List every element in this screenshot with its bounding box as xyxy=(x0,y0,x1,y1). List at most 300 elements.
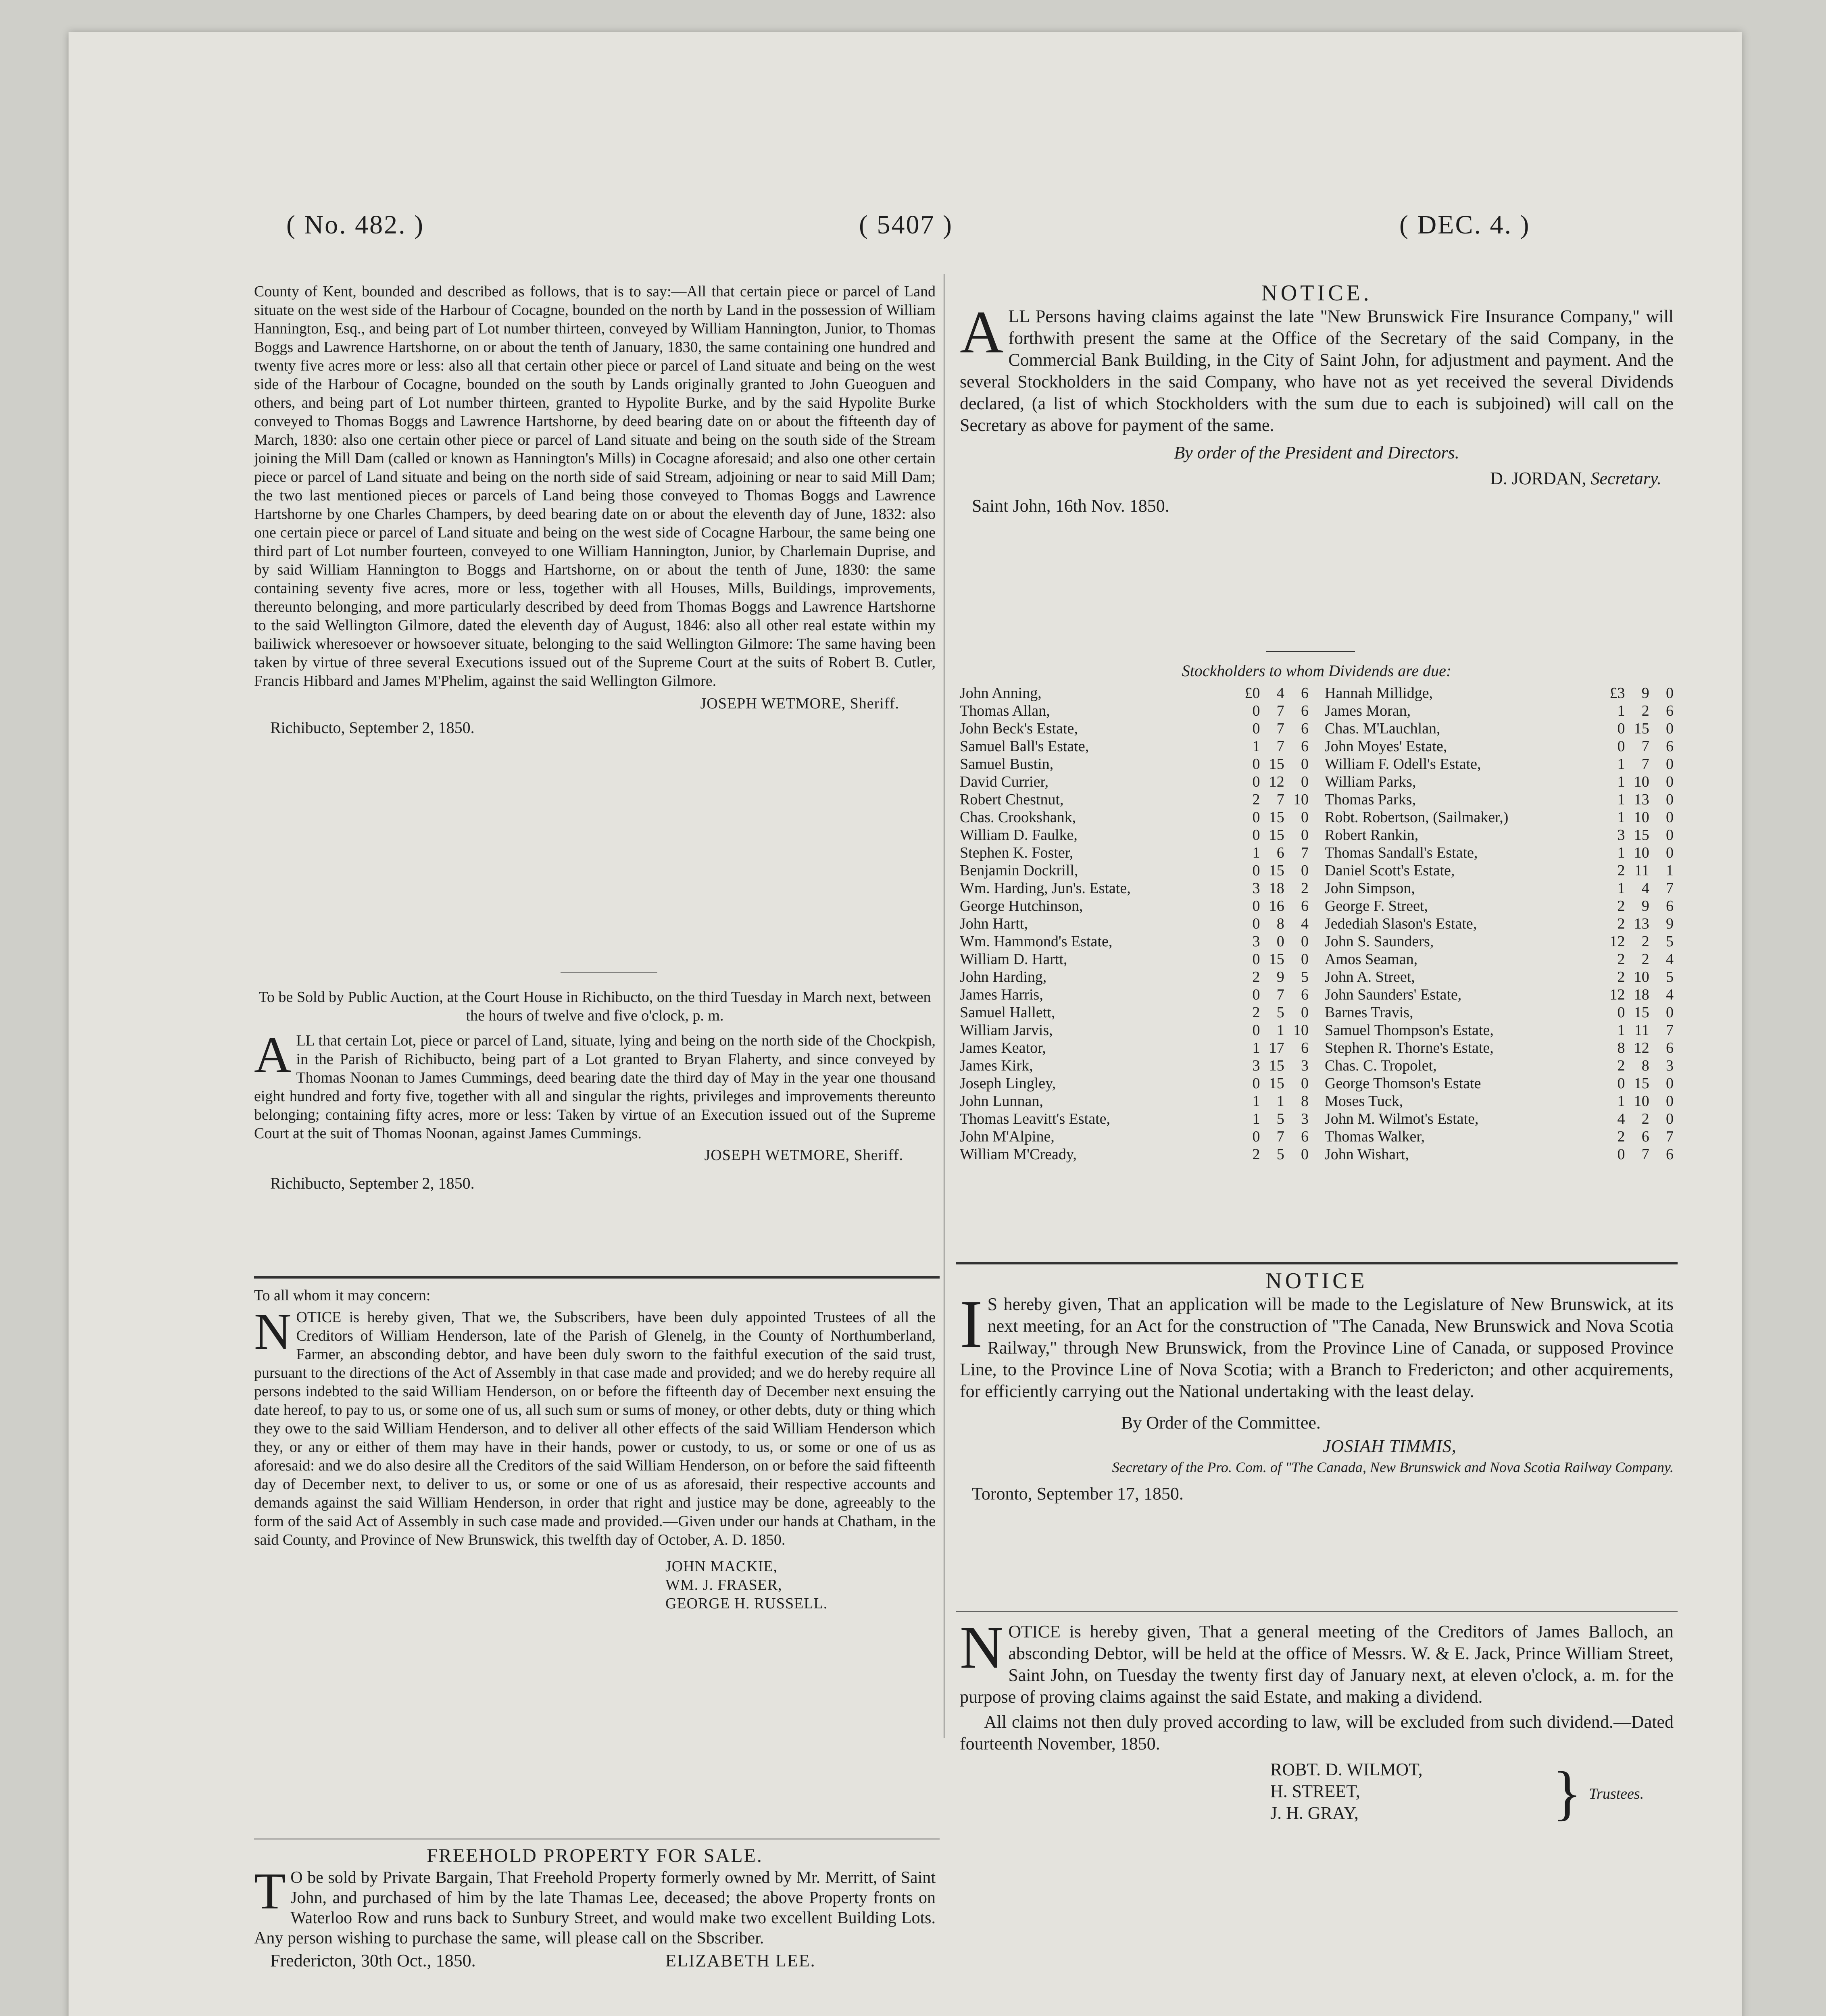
stockholder-row xyxy=(1325,1145,1674,1163)
pence: 0 xyxy=(1666,720,1674,737)
shillings: 9 xyxy=(1641,685,1649,702)
gazette-page xyxy=(69,32,1742,2016)
stockholder-name: Thomas Parks, xyxy=(1325,791,1416,808)
pence: 7 xyxy=(1301,844,1309,861)
pence: 0 xyxy=(1666,773,1674,790)
stockholder-name: John A. Street, xyxy=(1325,968,1415,985)
pence: 0 xyxy=(1301,1075,1309,1092)
trustee: J. H. GRAY, xyxy=(1270,1803,1359,1823)
stockholder-name: Joseph Lingley, xyxy=(960,1075,1056,1092)
pence: 6 xyxy=(1301,1039,1309,1056)
short-rule xyxy=(1266,651,1355,652)
pounds: 0 xyxy=(1252,756,1260,773)
stockholder-row xyxy=(1325,702,1674,720)
shillings: 9 xyxy=(1276,968,1284,985)
railway-place: Toronto, September 17, 1850. xyxy=(972,1484,1184,1504)
railway-order: By Order of the Committee. xyxy=(1121,1413,1321,1433)
pence: 0 xyxy=(1666,685,1674,702)
stockholders-heading: Stockholders to whom Dividends are due: xyxy=(1182,662,1452,680)
pounds: 0 xyxy=(1252,915,1260,932)
shillings: 8 xyxy=(1641,1057,1649,1074)
fire-notice-title: NOTICE. xyxy=(1261,281,1372,306)
shillings: 2 xyxy=(1641,933,1649,950)
sheriff-signature-1: JOSEPH WETMORE, Sheriff. xyxy=(700,695,899,712)
pounds: 2 xyxy=(1252,1146,1260,1163)
stockholder-name: John Simpson, xyxy=(1325,880,1415,897)
pence: 6 xyxy=(1301,685,1309,702)
pence: 0 xyxy=(1666,1093,1674,1110)
shillings: 2 xyxy=(1641,1110,1649,1127)
pence: 0 xyxy=(1666,1110,1674,1127)
pounds: 1 xyxy=(1617,756,1625,773)
stockholder-row xyxy=(1325,1128,1674,1145)
freehold-signature: ELIZABETH LEE. xyxy=(665,1951,816,1970)
shillings: 13 xyxy=(1634,791,1649,808)
stockholder-row xyxy=(1325,755,1674,773)
stockholder-name: Samuel Thompson's Estate, xyxy=(1325,1022,1494,1039)
drop-cap: I xyxy=(960,1286,983,1362)
shillings: 17 xyxy=(1269,1039,1284,1056)
stockholder-name: Samuel Ball's Estate, xyxy=(960,738,1089,755)
shillings: 7 xyxy=(1641,756,1649,773)
shillings: 5 xyxy=(1276,1146,1284,1163)
stockholder-name: Robert Rankin, xyxy=(1325,827,1419,843)
pounds: 1 xyxy=(1252,1039,1260,1056)
balloch-trustees xyxy=(960,1759,1674,1839)
stockholder-row xyxy=(960,1092,1309,1110)
stockholder-name: Thomas Sandall's Estate, xyxy=(1325,844,1478,861)
henderson-signers xyxy=(665,1557,936,1613)
pounds: 2 xyxy=(1617,862,1625,879)
drop-cap: A xyxy=(960,299,1004,366)
shillings: 6 xyxy=(1641,1128,1649,1145)
pounds: 1 xyxy=(1252,844,1260,861)
stockholder-row xyxy=(1325,862,1674,879)
pounds: 3 xyxy=(1252,880,1260,897)
pounds: 0 xyxy=(1617,1146,1625,1163)
stockholder-name: Robt. Robertson, (Sailmaker,) xyxy=(1325,809,1509,826)
stockholder-row xyxy=(960,791,1309,808)
pence: 6 xyxy=(1301,702,1309,719)
stockholder-name: Samuel Bustin, xyxy=(960,756,1054,773)
shillings: 15 xyxy=(1269,951,1284,968)
shillings: 7 xyxy=(1641,738,1649,755)
stockholder-name: John M. Wilmot's Estate, xyxy=(1325,1110,1479,1127)
pence: 6 xyxy=(1301,986,1309,1003)
balloch-body-2: All claims not then duly proved according to law, will be excluded from such dividend.—Dated fourteenth November, 1850. xyxy=(960,1712,1674,1754)
shillings: 6 xyxy=(1276,844,1284,861)
signer: JOHN MACKIE, xyxy=(665,1558,778,1575)
pounds: 0 xyxy=(1252,898,1260,914)
pounds: 0 xyxy=(1252,986,1260,1003)
pounds: 12 xyxy=(1609,933,1625,950)
stockholder-row xyxy=(960,808,1309,826)
pounds: 0 xyxy=(1252,951,1260,968)
stockholder-row xyxy=(960,844,1309,862)
shillings: 11 xyxy=(1634,862,1649,879)
sheriff-signature-2: JOSEPH WETMORE, Sheriff. xyxy=(704,1147,903,1164)
secretary-title: Secretary. xyxy=(1590,469,1661,488)
stockholder-name: William D. Hartt, xyxy=(960,951,1067,968)
stockholder-name: Benjamin Dockrill, xyxy=(960,862,1078,879)
stockholder-row xyxy=(1325,1057,1674,1075)
pounds: 2 xyxy=(1252,1004,1260,1021)
stockholder-row xyxy=(960,897,1309,915)
pence: 5 xyxy=(1666,933,1674,950)
railway-signature: JOSIAH TIMMIS, xyxy=(1323,1436,1457,1456)
pence: 0 xyxy=(1301,933,1309,950)
stockholder-name: Hannah Millidge, xyxy=(1325,685,1433,702)
stockholder-name: John Lunnan, xyxy=(960,1093,1043,1110)
stockholder-row xyxy=(960,737,1309,755)
shillings: 4 xyxy=(1276,685,1284,702)
pence: 6 xyxy=(1666,702,1674,719)
pounds: 1 xyxy=(1617,1022,1625,1039)
freehold-notice xyxy=(254,1847,936,1973)
shillings: 7 xyxy=(1641,1146,1649,1163)
pounds: 3 xyxy=(1252,933,1260,950)
stockholder-name: John Anning, xyxy=(960,685,1042,702)
shillings: 7 xyxy=(1276,720,1284,737)
stockholder-name: Stephen K. Foster, xyxy=(960,844,1074,861)
stockholder-name: James Keator, xyxy=(960,1039,1046,1056)
shillings: 15 xyxy=(1634,1004,1649,1021)
stockholder-row xyxy=(960,702,1309,720)
drop-cap: A xyxy=(254,1026,292,1083)
shillings: 4 xyxy=(1641,880,1649,897)
pence: 0 xyxy=(1666,791,1674,808)
stockholder-name: Stephen R. Thorne's Estate, xyxy=(1325,1039,1494,1056)
pounds: 1 xyxy=(1617,844,1625,861)
shillings: 2 xyxy=(1641,951,1649,968)
page-number: ( 5407 ) xyxy=(859,210,953,240)
pence: 0 xyxy=(1301,809,1309,826)
stockholders-table-right xyxy=(1325,684,1674,1163)
sheriff-sale-continued: County of Kent, bounded and described as follows, that is to say:—All that certain piece or parcel of Land situate on the west side of the Harbour of Cocagne, bounded on the north by Land in the possession of William Hannington, Esq., and being part of Lot number thirteen, conveyed by William Hannington, Junior, to Thomas Boggs and Lawrence Hartshorne, on or about the tenth of January, 1830, the same containing one hundred and twenty five acres more or less: also all that certain other piece or parcel of Land situate and being on the west side of the Harbour of Cocagne, bounded on the south by Lands originally granted to John Gueoguen and others, and being part of Lot number thirteen, granted to Hypolite Burke, and by the said Hypolite Burke conveyed to Thomas Boggs and Lawrence Hartshorne, by deed bearing date on or about the fifteenth day of March, 1830: also one certain other piece or parcel of Land situate and being on the south side of the Stream joining the Mill Dam (called or known as Hannington's Mills) in Cocagne aforesaid; and also one other certain piece or parcel of Land situate and being on the north side of said Stream, adjoining or near to said Mill Dam; the two last mentioned pieces or parcels of Land being those conveyed to Thomas Boggs and Lawrence Hartshorne by one Charles Champers, by deed bearing date on or about the eleventh day of June, 1832: also one certain piece or parcel of Land situate and being on the west side of Cocagne Harbour, the same being one third part of Lot number fourteen, conveyed to one William Hannington, Junior, by Charlemain Duprise, and by said William Hannington to Boggs and Hartshorne, on or about the tenth of June, 1830: the same containing seventy five acres, more or less, together with all Houses, Mills, Buildings, improvements, thereunto belonging, and more particularly described by deed from Thomas Boggs and Lawrence Hartshorne to the said Wellington Gilmore, dated the eleventh day of August, 1846: also all other real estate within my bailiwick wheresoever or howsoever situate, belonging to the said Wellington Gilmore: The same having been taken by virtue of three several Executions issued out of the Supreme Court at the suits of Robert B. Cutler, Francis Hibbard and James M'Phelim, against the said Wellington Gilmore. xyxy=(254,283,936,689)
shillings: 15 xyxy=(1634,827,1649,843)
stockholder-name: John Beck's Estate, xyxy=(960,720,1078,737)
stockholders-section xyxy=(960,661,1674,1163)
pounds: 2 xyxy=(1617,915,1625,932)
stockholder-name: Amos Seaman, xyxy=(1325,951,1418,968)
stockholder-row xyxy=(1325,1110,1674,1128)
stockholder-name: William F. Odell's Estate, xyxy=(1325,756,1481,773)
shillings: 1 xyxy=(1276,1093,1284,1110)
shillings: 15 xyxy=(1269,809,1284,826)
pounds: 1 xyxy=(1617,702,1625,719)
pounds: 0 xyxy=(1617,1075,1625,1092)
pence: 5 xyxy=(1666,968,1674,985)
railway-notice xyxy=(960,1270,1674,1505)
shillings: 15 xyxy=(1634,1075,1649,1092)
shillings: 10 xyxy=(1634,773,1649,790)
stockholder-row xyxy=(960,826,1309,844)
stockholder-name: John Wishart, xyxy=(1325,1146,1409,1163)
shillings: 1 xyxy=(1276,1022,1284,1039)
stockholder-name: Thomas Allan, xyxy=(960,702,1050,719)
left-column xyxy=(254,282,936,737)
railway-notice-title: NOTICE xyxy=(1265,1268,1368,1293)
stockholder-name: William Parks, xyxy=(1325,773,1416,790)
stockholder-name: John Saunders' Estate, xyxy=(1325,986,1462,1003)
pence: 6 xyxy=(1666,738,1674,755)
shillings: 10 xyxy=(1634,968,1649,985)
stockholder-name: Wm. Harding, Jun's. Estate, xyxy=(960,880,1131,897)
stockholder-row xyxy=(960,1110,1309,1128)
pounds: 2 xyxy=(1252,968,1260,985)
shillings: 7 xyxy=(1276,986,1284,1003)
sheriff-sale-2 xyxy=(254,988,936,1193)
stockholder-name: George Thomson's Estate xyxy=(1325,1075,1481,1092)
sheriff-place-2: Richibucto, September 2, 1850. xyxy=(270,1174,475,1192)
stockholder-row xyxy=(1325,879,1674,897)
stockholder-row xyxy=(1325,773,1674,791)
pence: 0 xyxy=(1301,862,1309,879)
stockholder-name: Daniel Scott's Estate, xyxy=(1325,862,1455,879)
stockholder-name: Wm. Hammond's Estate, xyxy=(960,933,1113,950)
shillings: 0 xyxy=(1276,933,1284,950)
stockholder-name: John Moyes' Estate, xyxy=(1325,738,1447,755)
shillings: 12 xyxy=(1634,1039,1649,1056)
stockholder-name: Jedediah Slason's Estate, xyxy=(1325,915,1477,932)
pence: 0 xyxy=(1301,1146,1309,1163)
henderson-body: OTICE is hereby given, That we, the Subscribers, have been duly appointed Trustees of all the Creditors of William Henderson, late of the Parish of Glenelg, in the County of Northumberland, Farmer, an absconding debtor, and have been duly sworn to the faithful execution of the said trust, pursuant to the directions of the Act of Assembly in that case made and provided; and we do hereby require all persons indebted to the said William Henderson, on or before the fifteenth day of December next ensuing the date hereof, to pay to us, or some one of us, all such sum or sums of money, or other debts, duty or thing which they owe to the said William Henderson, and to deliver all other effects of the said William Henderson which they, or any or either of them may have in their hands, power or custody, to us, or some or one of us as aforesaid: and we do also desire all the Creditors of the said William Henderson, on or before the said fifteenth day of December next, to deliver to us, or some or one of us as aforesaid, their respective accounts and demands against the said William Henderson, in order that right and justice may be done, agreeably to the form of the said Act of Assembly in such case made and provided.—Given under our hands at Chatham, in the said County, and Province of New Brunswick, this twelfth day of October, A. D. 1850. xyxy=(254,1309,936,1548)
stockholder-row xyxy=(1325,1021,1674,1039)
pounds: 0 xyxy=(1617,720,1625,737)
pounds: 1 xyxy=(1617,809,1625,826)
shillings: 18 xyxy=(1634,986,1649,1003)
stockholder-row xyxy=(1325,968,1674,986)
pounds: 8 xyxy=(1617,1039,1625,1056)
pounds: 0 xyxy=(1252,1128,1260,1145)
stockholder-row xyxy=(960,1021,1309,1039)
shillings: 2 xyxy=(1641,702,1649,719)
pence: 6 xyxy=(1666,898,1674,914)
pence: 0 xyxy=(1666,809,1674,826)
stockholder-name: Moses Tuck, xyxy=(1325,1093,1403,1110)
pence: 0 xyxy=(1666,827,1674,843)
section-rule xyxy=(956,1611,1678,1612)
stockholder-row xyxy=(1325,915,1674,933)
pounds: 2 xyxy=(1617,898,1625,914)
pence: 7 xyxy=(1666,880,1674,897)
pence: 1 xyxy=(1666,862,1674,879)
shillings: 9 xyxy=(1641,898,1649,914)
shillings: 12 xyxy=(1269,773,1284,790)
pounds: 0 xyxy=(1617,738,1625,755)
pounds: 2 xyxy=(1617,951,1625,968)
stockholder-row xyxy=(1325,826,1674,844)
balloch-body: OTICE is hereby given, That a general meeting of the Creditors of James Balloch, an absconding Debtor, will be held at the office of Messrs. W. & E. Jack, Prince William Street, Saint John, on Tuesday the twenty first day of January next, at eleven o'clock, a. m. for the purpose of proving claims against the said Estate, and making a dividend. xyxy=(960,1622,1674,1707)
stockholder-row xyxy=(960,773,1309,791)
shillings: 15 xyxy=(1269,1057,1284,1074)
shillings: 16 xyxy=(1269,898,1284,914)
pence: 3 xyxy=(1301,1110,1309,1127)
stockholder-name: James Harris, xyxy=(960,986,1043,1003)
pounds: 0 xyxy=(1252,827,1260,843)
henderson-notice xyxy=(254,1286,936,1613)
issue-number: ( No. 482. ) xyxy=(286,210,425,240)
pence: 6 xyxy=(1301,898,1309,914)
stockholder-row xyxy=(960,1004,1309,1021)
trustees-label: Trustees. xyxy=(1589,1785,1644,1802)
stockholder-row xyxy=(960,755,1309,773)
signer: WM. J. FRASER, xyxy=(665,1577,782,1593)
pounds: 0 xyxy=(1252,702,1260,719)
stockholder-name: William M'Cready, xyxy=(960,1146,1077,1163)
stockholder-row xyxy=(1325,791,1674,808)
stockholder-row xyxy=(1325,844,1674,862)
stockholder-row xyxy=(1325,933,1674,950)
freehold-place: Fredericton, 30th Oct., 1850. xyxy=(270,1951,476,1970)
pence: 0 xyxy=(1301,1004,1309,1021)
stockholder-name: John Hartt, xyxy=(960,915,1028,932)
pounds: 0 xyxy=(1252,1075,1260,1092)
pence: 6 xyxy=(1666,1039,1674,1056)
pounds: 4 xyxy=(1617,1110,1625,1127)
henderson-intro: To all whom it may concern: xyxy=(254,1287,431,1304)
fire-order: By order of the President and Directors. xyxy=(1174,443,1459,462)
pence: 0 xyxy=(1301,951,1309,968)
shillings: 7 xyxy=(1276,738,1284,755)
shillings: 15 xyxy=(1269,862,1284,879)
pounds: 0 xyxy=(1252,1022,1260,1039)
stockholder-row xyxy=(960,986,1309,1004)
stockholder-name: James Moran, xyxy=(1325,702,1411,719)
pence: 7 xyxy=(1666,1022,1674,1039)
pounds: 0 xyxy=(1252,862,1260,879)
issue-date: ( DEC. 4. ) xyxy=(1399,210,1530,240)
stockholder-name: John M'Alpine, xyxy=(960,1128,1055,1145)
trustees-brace: } xyxy=(1553,1760,1582,1826)
shillings: 15 xyxy=(1269,1075,1284,1092)
auction-intro: To be Sold by Public Auction, at the Court House in Richibucto, on the third Tuesday in March next, between the hours of twelve and five o'clock, p. m. xyxy=(258,989,931,1024)
shillings: 7 xyxy=(1276,702,1284,719)
stockholder-name: George Hutchinson, xyxy=(960,898,1083,914)
pounds: 1 xyxy=(1617,880,1625,897)
stockholder-row xyxy=(960,879,1309,897)
shillings: 10 xyxy=(1634,844,1649,861)
stockholder-row xyxy=(960,684,1309,702)
stockholder-name: James Kirk, xyxy=(960,1057,1033,1074)
pounds: 2 xyxy=(1617,1128,1625,1145)
stockholder-row xyxy=(960,933,1309,950)
balloch-notice xyxy=(960,1614,1674,1839)
pounds: 0 xyxy=(1252,720,1260,737)
stockholder-row xyxy=(1325,986,1674,1004)
pence: 6 xyxy=(1301,1128,1309,1145)
pence: 0 xyxy=(1666,1075,1674,1092)
pounds: 1 xyxy=(1252,1093,1260,1110)
stockholder-row xyxy=(1325,897,1674,915)
pence: 0 xyxy=(1301,756,1309,773)
drop-cap: N xyxy=(254,1303,292,1360)
freehold-title: FREEHOLD PROPERTY FOR SALE. xyxy=(427,1845,763,1866)
stockholder-row xyxy=(1325,1004,1674,1021)
stockholder-name: Samuel Hallett, xyxy=(960,1004,1055,1021)
pence: 10 xyxy=(1293,1022,1309,1039)
stockholder-name: John S. Saunders, xyxy=(1325,933,1434,950)
stockholder-row xyxy=(1325,720,1674,737)
section-rule xyxy=(956,1262,1678,1264)
fire-place: Saint John, 16th Nov. 1850. xyxy=(972,496,1169,516)
pence: 4 xyxy=(1666,986,1674,1003)
stockholder-row xyxy=(960,1057,1309,1075)
pounds: £3 xyxy=(1609,685,1625,702)
railway-notice-body: S hereby given, That an application will be made to the Legislature of New Brunswick, at its next meeting, for an Act for the construction of "The Canada, New Brunswick and Nova Scotia Railway," through New Brunswick, from the Province Line of Canada, or supposed Province Line, to the Province Line of Nova Scotia; with a Branch to Fredericton; and other acquirements, for efficiently carrying out the National undertaking with the least delay. xyxy=(960,1294,1674,1401)
trustee: ROBT. D. WILMOT, xyxy=(1270,1760,1423,1779)
pounds: £0 xyxy=(1244,685,1260,702)
pounds: 0 xyxy=(1617,1004,1625,1021)
pence: 10 xyxy=(1293,791,1309,808)
shillings: 15 xyxy=(1634,720,1649,737)
stockholder-row xyxy=(960,968,1309,986)
shillings: 11 xyxy=(1634,1022,1649,1039)
signer: GEORGE H. RUSSELL. xyxy=(665,1595,828,1612)
auction-body: LL that certain Lot, piece or parcel of Land, situate, lying and being on the north side of the Chockpish, in the Parish of Richibucto, being part of a Lot granted to Bryan Flaherty, and since conveyed by Thomas Noonan to James Cummings, deed bearing date the third day of May in the year one thousand eight hundred and forty five, together with all and singular the rights, privileges and improvements thereunto belonging; containing fifty acres, more or less: Taken by virtue of an Execution issued out of the Supreme Court at the suit of Thomas Noonan, against James Cummings. xyxy=(254,1032,936,1142)
pounds: 2 xyxy=(1617,1057,1625,1074)
pence: 8 xyxy=(1301,1093,1309,1110)
stockholder-name: Chas. M'Lauchlan, xyxy=(1325,720,1440,737)
pence: 0 xyxy=(1301,773,1309,790)
shillings: 5 xyxy=(1276,1004,1284,1021)
shillings: 7 xyxy=(1276,1128,1284,1145)
stockholder-name: Thomas Leavitt's Estate, xyxy=(960,1110,1111,1127)
pence: 9 xyxy=(1666,915,1674,932)
trustee: H. STREET, xyxy=(1270,1781,1360,1801)
fire-notice-body: LL Persons having claims against the late "New Brunswick Fire Insurance Company," will forthwith present the same at the Office of the Secretary of the said Company, in the Commercial Bank Building, in the City of Saint John, for adjustment and payment. And the several Stockholders in the said Company, who have not as yet received the several Dividends declared, (a list of which Stockholders with the sum due to each is subjoined) will call on the Secretary as above for payment of the same. xyxy=(960,306,1674,435)
shillings: 5 xyxy=(1276,1110,1284,1127)
shillings: 10 xyxy=(1634,809,1649,826)
pence: 5 xyxy=(1301,968,1309,985)
stockholder-name: Chas. C. Tropolet, xyxy=(1325,1057,1437,1074)
shillings: 15 xyxy=(1269,756,1284,773)
stockholders-table-left xyxy=(960,684,1309,1163)
pence: 2 xyxy=(1301,880,1309,897)
pounds: 12 xyxy=(1609,986,1625,1003)
stockholder-row xyxy=(960,950,1309,968)
shillings: 8 xyxy=(1276,915,1284,932)
pence: 6 xyxy=(1666,1146,1674,1163)
stockholder-row xyxy=(960,1039,1309,1057)
stockholder-row xyxy=(1325,808,1674,826)
stockholder-name: William Jarvis, xyxy=(960,1022,1053,1039)
drop-cap: N xyxy=(960,1614,1004,1681)
shillings: 7 xyxy=(1276,791,1284,808)
pounds: 0 xyxy=(1252,809,1260,826)
stockholder-name: Barnes Travis, xyxy=(1325,1004,1413,1021)
pence: 4 xyxy=(1666,951,1674,968)
pounds: 1 xyxy=(1252,1110,1260,1127)
stockholder-row xyxy=(960,1128,1309,1145)
pence: 0 xyxy=(1666,756,1674,773)
stockholder-row xyxy=(1325,737,1674,755)
section-rule xyxy=(254,1276,940,1279)
stockholder-row xyxy=(960,862,1309,879)
stockholder-name: William D. Faulke, xyxy=(960,827,1078,843)
shillings: 10 xyxy=(1634,1093,1649,1110)
pence: 0 xyxy=(1301,827,1309,843)
pence: 0 xyxy=(1666,844,1674,861)
secretary-name: D. JORDAN, xyxy=(1490,469,1586,488)
stockholder-row xyxy=(1325,1039,1674,1057)
stockholder-name: Thomas Walker, xyxy=(1325,1128,1425,1145)
stockholder-name: John Harding, xyxy=(960,968,1047,985)
pence: 3 xyxy=(1666,1057,1674,1074)
pounds: 1 xyxy=(1617,1093,1625,1110)
pounds: 0 xyxy=(1252,773,1260,790)
stockholder-row xyxy=(1325,684,1674,702)
